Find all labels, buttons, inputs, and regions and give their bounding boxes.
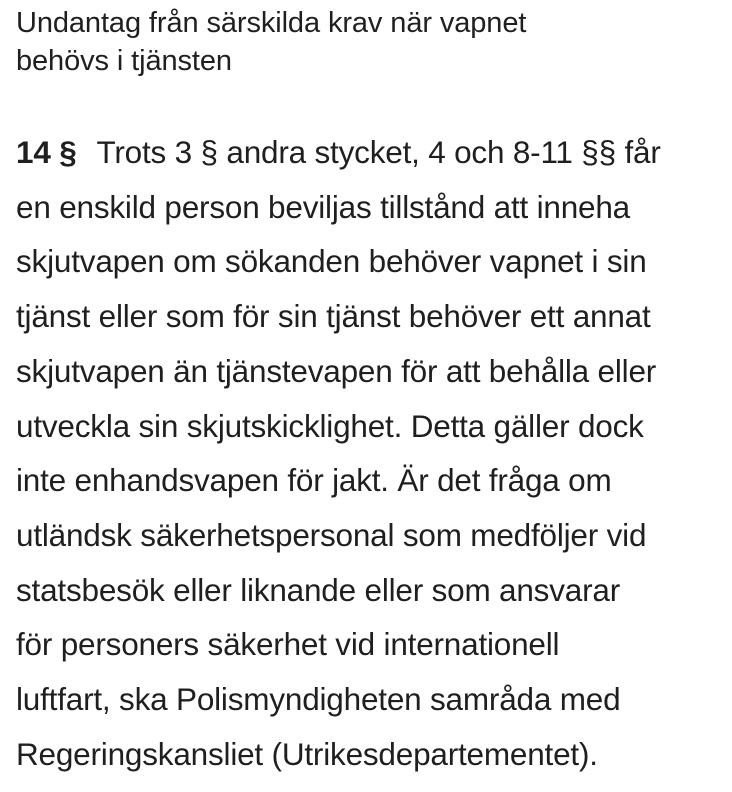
section-number: 14 § [16,134,77,170]
text-line: skjutvapen om sökanden behöver vapnet i sin [16,243,647,280]
text-line: Regeringskansliet (Utrikesdepartementet). [16,735,598,772]
heading-line: behövs i tjänsten [16,45,232,77]
text-line: statsbesök eller liknande eller som ansvarar [16,571,620,608]
text-line: luftfart, ska Polismyndigheten samråda med [16,681,621,718]
text-line: skjutvapen än tjänstevapen för att behålla eller [16,352,657,389]
text-line: för personers säkerhet vid internationell [16,626,560,663]
text-line: utveckla sin skjutskicklighet. Detta gäller dock [16,407,644,444]
section-body [16,125,732,781]
text-line: inte enhandsvapen för jakt. Är det fråga om [16,462,612,499]
text-line: en enskild person beviljas tillstånd att inneha [16,188,630,225]
first-line [16,125,732,180]
text-line: tjänst eller som för sin tjänst behöver ett annat [16,298,651,335]
text-line: utländsk säkerhetspersonal som medföljer vid [16,516,647,553]
first-line-text: Trots 3 § andra stycket, 4 och 8-11 §§ får [96,134,661,170]
heading-line: Undantag från särskilda krav när vapnet [16,7,527,39]
section-heading [16,4,656,80]
